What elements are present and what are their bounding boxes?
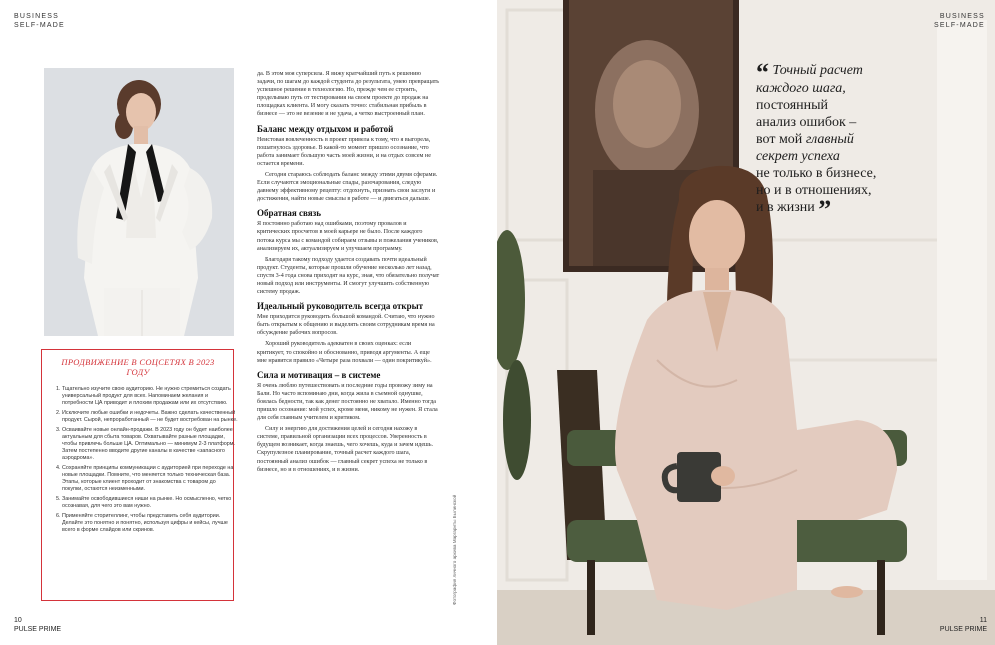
tips-list xyxy=(52,386,238,537)
quote-line: Точный расчет xyxy=(772,63,863,78)
subsection-name: SELF-MADE xyxy=(14,22,65,29)
page-footer-left xyxy=(14,616,61,634)
section-heading-leader: Идеальный руководитель всегда открыт xyxy=(257,301,424,312)
section-heading-motivation: Сила и мотивация – в системе xyxy=(257,369,381,380)
paragraph: Хороший руководитель адекватен в своих оценках: если критикует, то спокойно и обоснованно, приводя аргументы. А еще мне нравится правило «Четыре раза похвали — один покритикуй». xyxy=(257,341,432,364)
quote-line: постоянный xyxy=(756,98,829,113)
quote-line: анализ ошибок – xyxy=(756,115,857,130)
quote-line: главный xyxy=(805,132,854,147)
section-label xyxy=(934,12,985,30)
paragraph: Я очень люблю путешествовать и последние годы провожу зиму на Бали. Но часто вспоминаю дни, когда жила в съемной однушке, боялась бедности, так как денег постоянно не хватало. Именно тогда пришло осознание: мой успех, кроме меня, никому не нужен. Я стала для себя главным учителем и критиком. xyxy=(257,382,438,422)
pull-quote xyxy=(756,58,931,224)
paragraph: Силу и энергию для достижения целей и сегодня нахожу в системе, правильной организации всех процессов. Уверенность в будущем возникает, когда знаешь, чего хочешь, куда и зачем идешь. Скрупулезное планирование, точный расчет каждого шага, постоянный анализ ошибок — главный секрет успеха не только в бизнесе, но и в отношениях, и в жизни. xyxy=(257,426,434,473)
quote-line: и в жизни xyxy=(756,200,815,215)
magazine-name: PULSE PRIME xyxy=(939,626,987,633)
left-page xyxy=(0,0,497,645)
page-number: 10 xyxy=(14,617,22,624)
list-item: 2. Исключите любые ошибки и недочеты. Важно сделать качественный продукт. Сырой, непроработанный — не будет востребован на рынке. xyxy=(62,410,238,424)
section-label xyxy=(14,12,65,30)
paragraph: Мне приходится руководить большой командой. Считаю, что нужно быть открытым к общению и выделять своим сотрудникам время на обсуждение рабочих вопросов. xyxy=(257,314,435,337)
list-item: 1. Тщательно изучите свою аудиторию. Не нужно стремиться создать универсальный продукт для всех. Напоминаем желания и потребности ЦА приводит и плохим продажам или их отсутствию. xyxy=(62,386,238,407)
list-item: 3. Осваивайте новые онлайн-продажи. В 2023 году он будет наиболее актуальным для сбыта товаров. Охватывайте разные площадки, чтобы привлечь больше ЦА. Оптимально — минимум 2-3 платформ. Затем постепенно вводите другие каналы в качестве «запасного аэродрома». xyxy=(62,427,238,462)
paragraph: Сегодня стараюсь соблюдать баланс между этими двумя сферами. Если случаются эмоциональные спады, разочарования, следую давнему эффективному рецепту: отдохнуть, признать свои заслуги и достижения, найти новые смыслы в работе — и двигаться дальше. xyxy=(257,171,438,203)
article-body xyxy=(257,70,440,477)
close-quote-icon: ” xyxy=(818,195,832,224)
sidebar-title: ПРОДВИЖЕНИЕ В СОЦСЕТЯХ В 2023 ГОДУ xyxy=(61,357,215,377)
quote-line: каждого шага, xyxy=(756,81,846,96)
open-quote-icon: “ xyxy=(756,58,769,87)
subsection-name: SELF-MADE xyxy=(934,22,985,29)
list-item: 6. Применяйте сторителлинг, чтобы представить себя аудитории. Делайте это понятно и понятно, используя цифры и кейсы, лучше всего в форме слайдов или скринов. xyxy=(62,513,238,534)
section-heading-balance: Баланс между отдыхом и работой xyxy=(257,123,394,134)
paragraph: Благодаря такому подходу удается создавать почти идеальный продукт. Студенты, которые прошли обучение несколько лет назад, спустя 3-4 года снова приходят на курс, зная, что обязательно получат новый подход или инструменты. И смогут улучшить собственную систему продаж. xyxy=(257,256,440,296)
quote-line: не только в бизнесе, xyxy=(756,166,877,181)
list-item: 5. Занимайте освободившиеся ниши на рынке. Но осмысленно, четко осознавая, для чего это вам нужно. xyxy=(62,496,238,510)
quote-line: но и в отношениях, xyxy=(756,183,872,198)
paragraph: Я постоянно работаю над ошибками, поэтому провалов и критических просчетов в моей карьере не было. После каждого потока курса мы с командой собираем отзывы и пожелания учеников, анализируем их, актуализируем и улучшаем программу. xyxy=(257,221,439,252)
page-number: 11 xyxy=(979,617,987,624)
quote-line: вот мой xyxy=(756,132,806,147)
paragraph: Неистовая вовлеченность в проект привела к тому, что я выгорела, пошатнулось здоровье. В какой-то момент пришло осознание, что работа занимает большую часть моей жизни, и на отдых совсем не остается времени. xyxy=(257,136,431,167)
section-name: BUSINESS xyxy=(14,13,59,20)
portrait-photo-white-suit xyxy=(44,68,234,336)
magazine-name: PULSE PRIME xyxy=(14,626,62,633)
page-footer-right xyxy=(927,616,987,634)
section-heading-feedback: Обратная связь xyxy=(257,208,321,219)
photo-credit: Фотография личного архива Маргариты Былинской xyxy=(452,494,457,605)
portrait-illustration xyxy=(44,68,234,336)
list-item: 4. Сохраняйте принципы коммуникации с аудиторией при переходе на новые площадки. Помните, что меняется только техническая база. Этапы, которые клиент проходит от знакомства с товаром до покупки, остаются неизменными. xyxy=(62,465,238,493)
section-name: BUSINESS xyxy=(939,13,985,20)
quote-line: секрет успеха xyxy=(756,149,840,164)
article-intro: да. В этом моя суперсила. Я вижу кратчайший путь к решению задачи, по шагам до каждой студента до результата, умею превращать успешное решение в технологию. Но, прежде чем ее строить, проделываю путь от тестирования на своем проекте до продаж на площадках клиента. И могу сказать точно: стабильная прибыль в бизнесе — это не везение и не удача, а четко выстроенный план. xyxy=(257,71,440,118)
tips-sidebar-box xyxy=(41,349,238,601)
